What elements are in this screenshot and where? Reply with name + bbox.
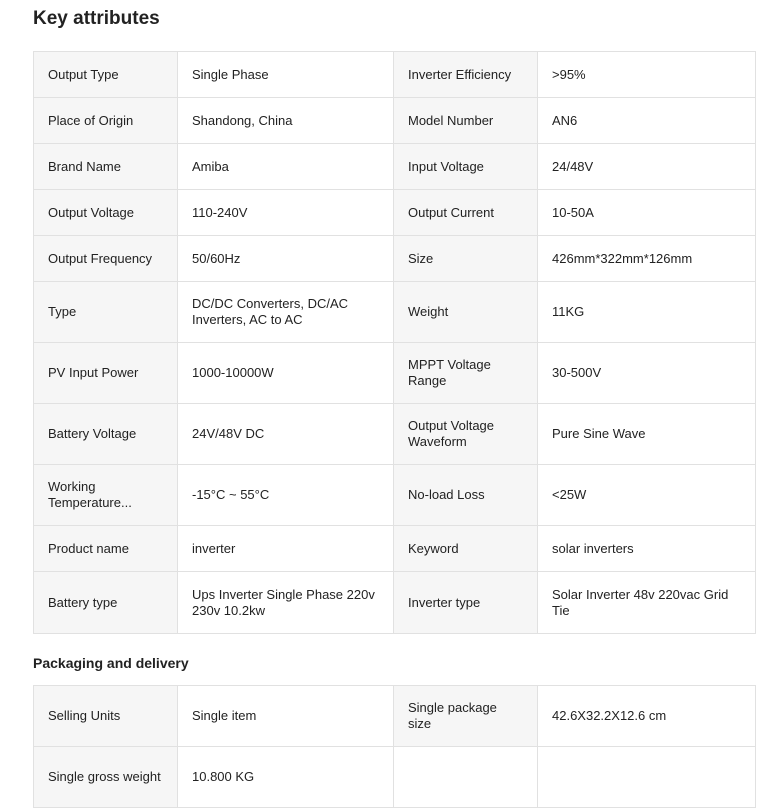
attribute-value: Single Phase: [178, 52, 394, 98]
attribute-row: [34, 465, 756, 526]
attribute-row: [34, 526, 756, 572]
attribute-row: [34, 282, 756, 343]
attribute-label: PV Input Power: [34, 343, 178, 404]
attribute-value: 30-500V: [538, 343, 756, 404]
attribute-label: Brand Name: [34, 144, 178, 190]
attribute-value: 42.6X32.2X12.6 cm: [538, 686, 756, 747]
attribute-value: 10.800 KG: [178, 747, 394, 808]
attribute-row: [34, 686, 756, 747]
attribute-label: MPPT Voltage Range: [394, 343, 538, 404]
key-attributes-table: [33, 51, 756, 634]
attribute-value: -15°C ~ 55°C: [178, 465, 394, 526]
attribute-value: Amiba: [178, 144, 394, 190]
attribute-value: Single item: [178, 686, 394, 747]
attribute-row: [34, 236, 756, 282]
attribute-row: [34, 343, 756, 404]
attribute-row: [34, 190, 756, 236]
attribute-label: Single package size: [394, 686, 538, 747]
attribute-label: Output Voltage Waveform: [394, 404, 538, 465]
attribute-label: Model Number: [394, 98, 538, 144]
packaging-table: [33, 685, 756, 808]
attribute-value: 50/60Hz: [178, 236, 394, 282]
attribute-value: 11KG: [538, 282, 756, 343]
attribute-value: solar inverters: [538, 526, 756, 572]
attribute-label: Output Frequency: [34, 236, 178, 282]
attribute-label: Weight: [394, 282, 538, 343]
attribute-label: Battery Voltage: [34, 404, 178, 465]
attribute-label: No-load Loss: [394, 465, 538, 526]
attribute-row: [34, 98, 756, 144]
attribute-label: Output Current: [394, 190, 538, 236]
attribute-row: [34, 404, 756, 465]
attribute-label: Single gross weight: [34, 747, 178, 808]
key-attributes-title: Key attributes: [33, 8, 160, 29]
attribute-value: <25W: [538, 465, 756, 526]
attribute-empty: [538, 747, 756, 808]
attribute-row: [34, 144, 756, 190]
attribute-label: Selling Units: [34, 686, 178, 747]
attribute-label: Inverter Efficiency: [394, 52, 538, 98]
attribute-label: Battery type: [34, 572, 178, 634]
attribute-label: Inverter type: [394, 572, 538, 634]
attribute-value: 10-50A: [538, 190, 756, 236]
attribute-value: 110-240V: [178, 190, 394, 236]
attribute-value: >95%: [538, 52, 756, 98]
packaging-title: Packaging and delivery: [33, 655, 189, 671]
attribute-label: Size: [394, 236, 538, 282]
attribute-label: Type: [34, 282, 178, 343]
attribute-value: 24/48V: [538, 144, 756, 190]
attribute-label: Keyword: [394, 526, 538, 572]
attribute-label: Output Voltage: [34, 190, 178, 236]
attribute-row: [34, 572, 756, 634]
attribute-value: inverter: [178, 526, 394, 572]
attribute-value: 426mm*322mm*126mm: [538, 236, 756, 282]
attribute-value: Solar Inverter 48v 220vac Grid Tie: [538, 572, 756, 634]
attribute-label: Working Temperature...: [34, 465, 178, 526]
attribute-label: Input Voltage: [394, 144, 538, 190]
attribute-value: DC/DC Converters, DC/AC Inverters, AC to AC: [178, 282, 394, 343]
attribute-value: 24V/48V DC: [178, 404, 394, 465]
attribute-value: 1000-10000W: [178, 343, 394, 404]
attribute-value: Ups Inverter Single Phase 220v 230v 10.2kw: [178, 572, 394, 634]
attribute-row: [34, 52, 756, 98]
attribute-label: Output Type: [34, 52, 178, 98]
attribute-label: Product name: [34, 526, 178, 572]
attribute-empty: [394, 747, 538, 808]
attribute-value: AN6: [538, 98, 756, 144]
attribute-value: Pure Sine Wave: [538, 404, 756, 465]
attribute-row: [34, 747, 756, 808]
attribute-value: Shandong, China: [178, 98, 394, 144]
attribute-label: Place of Origin: [34, 98, 178, 144]
